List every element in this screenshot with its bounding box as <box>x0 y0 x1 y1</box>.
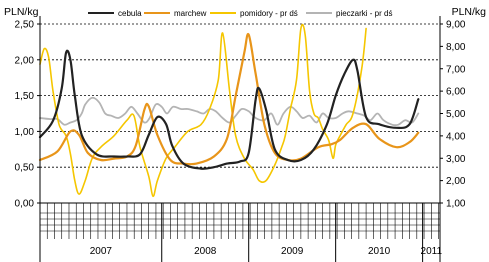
year-label: 2009 <box>281 246 304 257</box>
legend-label-1: marchew <box>174 9 207 18</box>
right-tick-label: 7,00 <box>446 64 466 76</box>
year-label: 2007 <box>89 246 112 257</box>
left-axis-unit: PLN/kg <box>4 6 39 18</box>
right-tick-label: 6,00 <box>446 86 466 98</box>
year-label: 2008 <box>194 246 217 257</box>
left-tick-label: 2,00 <box>14 55 34 67</box>
legend <box>84 5 398 21</box>
right-tick-label: 5,00 <box>446 109 466 120</box>
year-label: 2010 <box>368 246 391 257</box>
left-tick-label: 0,00 <box>14 198 34 210</box>
series-line-2 <box>40 25 366 197</box>
right-axis-ticks <box>440 20 466 210</box>
right-axis-unit: PLN/kg <box>451 6 486 18</box>
left-tick-label: 2,50 <box>14 19 34 31</box>
right-tick-label: 1,00 <box>446 198 466 210</box>
series-layer <box>40 25 418 197</box>
left-tick-label: 1,50 <box>14 91 34 103</box>
legend-label-3: pieczarki - pr dś <box>336 9 393 18</box>
right-tick-label: 4,00 <box>446 131 466 143</box>
legend-label-2: pomidory - pr dś <box>240 9 298 18</box>
category-area <box>40 203 442 262</box>
year-label: 2011 <box>420 246 443 257</box>
left-tick-label: 1,00 <box>14 126 34 138</box>
grid-lines <box>40 24 440 167</box>
left-tick-label: 0,50 <box>14 162 34 174</box>
right-tick-label: 8,00 <box>446 41 466 53</box>
left-axis-ticks <box>15 20 40 210</box>
legend-label-0: cebula <box>118 9 142 18</box>
right-tick-label: 3,00 <box>446 153 466 165</box>
right-tick-label: 2,00 <box>446 176 466 188</box>
right-tick-label: 9,00 <box>446 19 466 31</box>
